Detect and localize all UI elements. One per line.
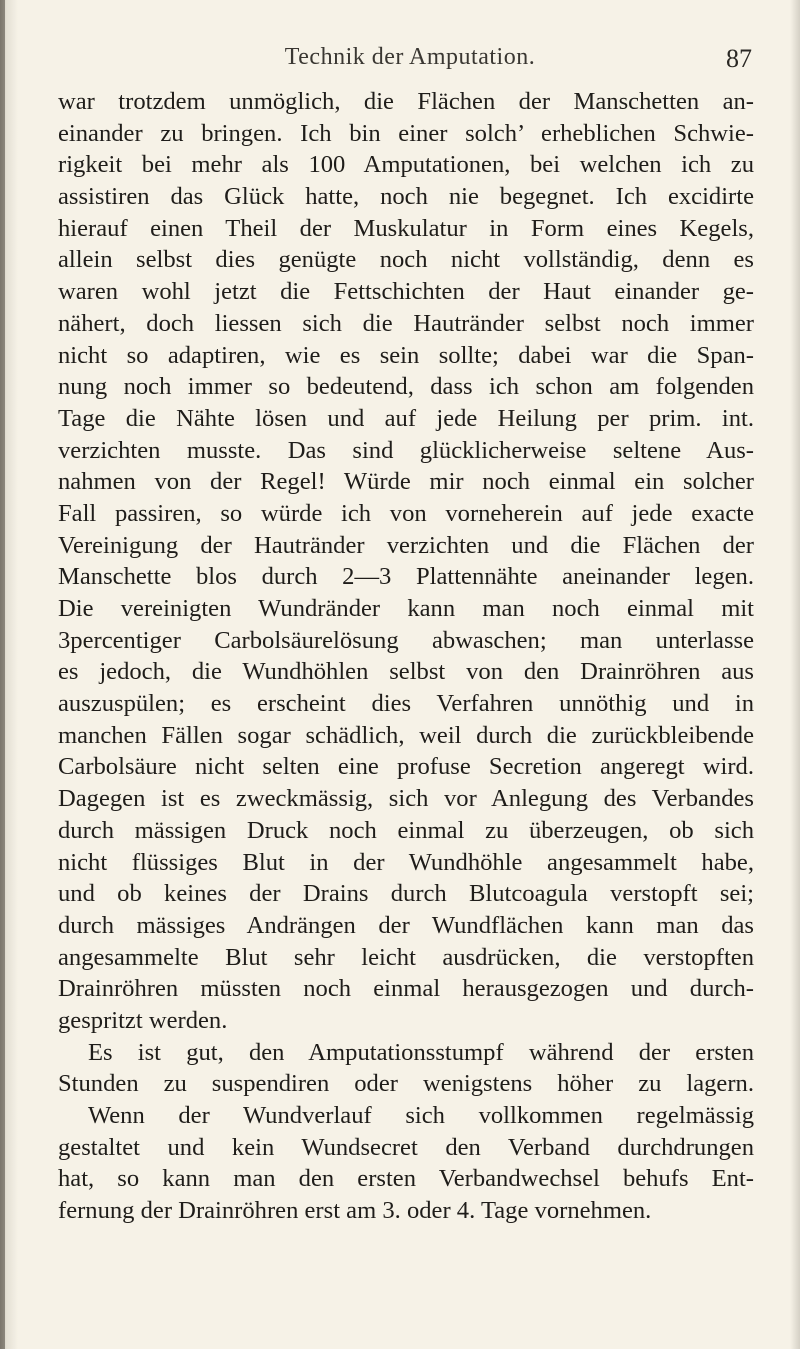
text-line: 3percentiger Carbolsäurelösung abwaschen; man unterlasse [58,626,754,654]
text-line: gespritzt werden. [58,1006,228,1034]
text-line: angesammelte Blut sehr leicht ausdrücken, die verstopften [58,943,754,971]
text-line: und ob keines der Drains durch Blutcoagula verstopft sei; [58,880,754,908]
text-line: hierauf einen Theil der Muskulatur in Form eines Kegels, [58,214,754,242]
text-line: assistiren das Glück hatte, noch nie begegnet. Ich excidirte [58,183,754,211]
text-line: nahmen von der Regel! Würde mir noch einmal ein solcher [58,468,754,496]
page-header [60,44,760,76]
text-line: verzichten musste. Das sind glücklicherweise seltene Aus- [58,436,754,464]
text-line: Manschette blos durch 2—3 Plattennähte aneinander legen. [58,563,754,591]
text-line: Es ist gut, den Amputationsstumpf während der ersten [88,1038,754,1066]
text-line: gestaltet und kein Wundsecret den Verband durchdrungen [58,1133,754,1161]
body-text [58,86,754,1227]
text-line: auszuspülen; es erscheint dies Verfahren unnöthig und in [58,690,754,718]
text-line: allein selbst dies genügte noch nicht vollständig, denn es [58,246,754,274]
text-line: manchen Fällen sogar schädlich, weil durch die zurückbleibende [58,721,754,749]
page-number: 87 [726,44,752,73]
text-line: hat, so kann man den ersten Verbandwechsel behufs Ent- [58,1165,754,1193]
text-line: durch mässigen Druck noch einmal zu überzeugen, ob sich [58,816,754,844]
text-line: Wenn der Wundverlauf sich vollkommen regelmässig [88,1102,754,1129]
text-line: nähert, doch liessen sich die Hautränder selbst noch immer [58,309,754,337]
text-line: war trotzdem unmöglich, die Flächen der Manschetten an- [58,88,754,115]
text-line: Carbolsäure nicht selten eine profuse Secretion angeregt wird. [58,753,754,781]
text-line: Drainröhren müssten noch einmal herausgezogen und durch- [58,975,754,1003]
text-line: Dagegen ist es zweckmässig, sich vor Anlegung des Verbandes [58,785,754,813]
text-line: Die vereinigten Wundränder kann man noch einmal mit [58,595,754,622]
text-line: waren wohl jetzt die Fettschichten der Haut einander ge- [58,278,754,306]
text-line: Vereinigung der Hautränder verzichten und die Flächen der [58,531,754,559]
text-line: durch mässiges Andrängen der Wundflächen kann man das [58,911,754,939]
running-title: Technik der Amputation. [284,44,536,70]
page-binding-edge [0,0,5,1349]
text-line: einander zu bringen. Ich bin einer solch’ erheblichen Schwie- [58,119,754,147]
text-line: Stunden zu suspendiren oder wenigstens höher zu lagern. [58,1070,754,1098]
text-line: es jedoch, die Wundhöhlen selbst von den Drainröhren aus [58,658,754,686]
text-line: nung noch immer so bedeutend, dass ich schon am folgenden [58,373,754,401]
text-line: nicht flüssiges Blut in der Wundhöhle angesammelt habe, [58,848,754,876]
text-line: nicht so adaptiren, wie es sein sollte; dabei war die Span- [58,341,754,369]
text-line: rigkeit bei mehr als 100 Amputationen, bei welchen ich zu [58,151,754,179]
text-line: fernung der Drainröhren erst am 3. oder 4. Tage vornehmen. [58,1197,652,1225]
text-line: Tage die Nähte lösen und auf jede Heilung per prim. int. [58,404,754,432]
text-line: Fall passiren, so würde ich von vorneherein auf jede exacte [58,499,754,527]
